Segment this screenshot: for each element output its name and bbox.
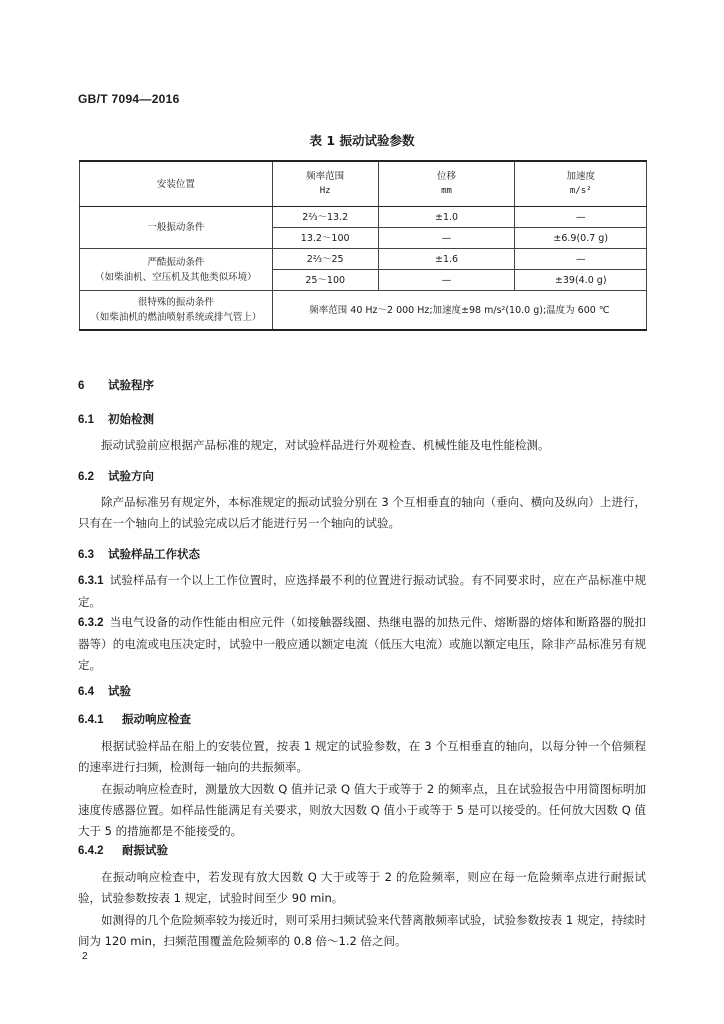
column-header: 位移 mm — [378, 161, 515, 207]
table-cell: 25～100 — [272, 270, 378, 291]
table-cell: 13.2～100 — [272, 228, 378, 249]
section-heading: 6.4.2 耐振试验 — [78, 843, 168, 857]
location-label: 严酷振动条件 — [147, 256, 205, 268]
page-number: 2 — [82, 951, 88, 962]
table-row — [80, 291, 647, 331]
paragraph: 如测得的几个危险频率较为接近时，则可采用扫频试验来代替离散频率试验，试验参数按表 1 规定，持续时间为 120 min，扫频范围覆盖危险频率的 0.8 倍～1.2 倍之间。 — [78, 913, 646, 948]
table-row — [80, 249, 647, 270]
section-heading: 6 试验程序 — [78, 378, 154, 392]
table-cell: ±1.6 — [378, 249, 515, 270]
paragraph: 除产品标准另有规定外，本标准规定的振动试验分别在 3 个互相垂直的轴向（垂向、横向及纵向）上进行，只有在一个轴向上的试验完成以后才能进行另一个轴向的试验。 — [78, 495, 646, 530]
table-cell: 2⅔～13.2 — [272, 207, 378, 228]
table-cell: — — [378, 270, 515, 291]
table-cell: — — [515, 207, 647, 228]
paragraph: 在振动响应检查时，测量放大因数 Q 值并记录 Q 值大于或等于 2 的频率点，且在试验报告中用简图标明加速度传感器位置。如样品性能满足有关要求，则放大因数 Q 值小于或等于 5 是可以接受的。任何放大因数 Q 值大于 5 的措施都是不能接受的。 — [78, 782, 646, 838]
table-cell: 2⅔～25 — [272, 249, 378, 270]
table-title: 表 1 振动试验参数 — [309, 133, 415, 148]
location-note: （如柴油机的燃油喷射系统或排气管上） — [90, 312, 262, 323]
column-header: 加速度 m/s² — [515, 161, 647, 207]
location-note: （如柴油机、空压机及其他类似环境） — [95, 271, 257, 283]
table-cell-location — [80, 291, 273, 331]
paragraph: 在振动响应检查中，若发现有放大因数 Q 大于或等于 2 的危险频率，则应在每一危险频率点进行耐振试验，试验参数按表 1 规定，试验时间至少 90 min。 — [78, 870, 646, 905]
table-cell: ±6.9(0.7 g) — [515, 228, 647, 249]
section-heading: 6.1 初始检测 — [78, 412, 154, 426]
column-header: 安装位置 — [80, 161, 273, 207]
standard-number: GB/T 7094—2016 — [78, 92, 180, 106]
paragraph: 6.3.2 当电气设备的动作性能由相应元件（如接触器线圈、热继电器的加热元件、熔断器的熔体和断路器的脱扣器等）的电流或电压决定时，试验中一般应通以额定电流（低压大电流）或施以额定电压，除非产品标准另有规定。 — [78, 615, 646, 672]
section-heading: 6.4 试验 — [78, 684, 131, 698]
section-heading: 6.2 试验方向 — [78, 469, 154, 483]
table-header-row — [80, 161, 647, 207]
section-heading: 6.4.1 振动响应检查 — [78, 712, 191, 726]
paragraph: 根据试验样品在船上的安装位置，按表 1 规定的试验参数，在 3 个互相垂直的轴向，以每分钟一个倍频程的速率进行扫频，检测每一轴向的共振频率。 — [78, 739, 646, 774]
table-cell: ±39(4.0 g) — [515, 270, 647, 291]
section-heading: 6.3 试验样品工作状态 — [78, 547, 200, 561]
table-cell-location — [80, 249, 273, 291]
table-cell-location: 一般振动条件 — [80, 207, 273, 249]
paragraph: 6.3.1 试验样品有一个以上工作位置时，应选择最不利的位置进行振动试验。有不同要求时，应在产品标准中规定。 — [78, 573, 646, 609]
column-header: 频率范围 Hz — [272, 161, 378, 207]
table-cell: ±1.0 — [378, 207, 515, 228]
table-cell: — — [515, 249, 647, 270]
paragraph: 振动试验前应根据产品标准的规定，对试验样品进行外观检查、机械性能及电性能检测。 — [101, 438, 550, 452]
vibration-parameters-table — [79, 160, 647, 331]
table-cell: — — [378, 228, 515, 249]
table-row — [80, 207, 647, 228]
table-cell-merged: 频率范围 40 Hz～2 000 Hz;加速度±98 m/s²(10.0 g);温度为 600 ℃ — [272, 291, 646, 331]
location-label: 很特殊的振动条件 — [137, 297, 214, 308]
